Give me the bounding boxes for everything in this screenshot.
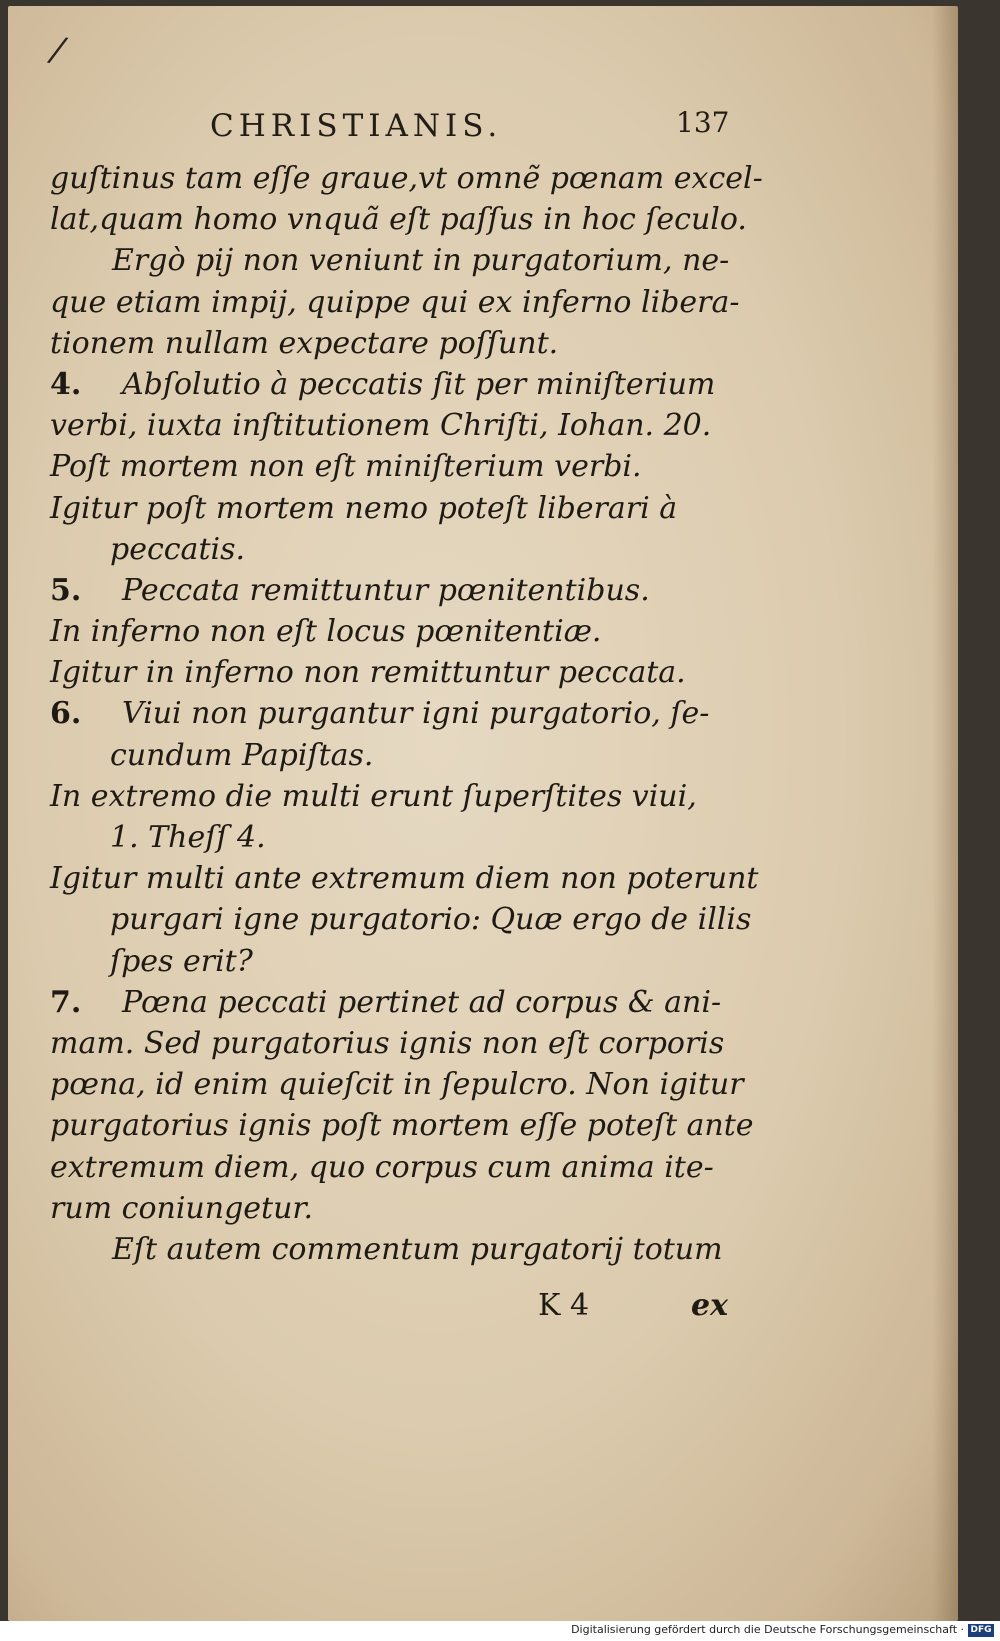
numbered-line: 5. Peccata remittuntur pœnitentibus. <box>50 570 730 611</box>
text-line: Igitur in inferno non remittuntur peccata. <box>50 655 686 691</box>
argument-number: 4. <box>50 366 82 402</box>
text-line: In inferno non eſt locus pœnitentiæ. <box>50 614 602 650</box>
text-line: Igitur poſt mortem nemo poteſt liberari à <box>50 490 678 526</box>
text-line: pœna, id enim quieſcit in ſepulcro. Non igitur <box>50 1067 744 1103</box>
signature-mark: K 4 <box>538 1288 590 1323</box>
page-number: 137 <box>676 106 730 139</box>
numbered-line: 6. Viui non purgantur igni purgatorio, ſe- <box>50 693 730 734</box>
argument-number: 6. <box>50 696 82 732</box>
credit-text: Digitalisierung gefördert durch die Deutsche Forschungsgemeinschaft · <box>571 1623 964 1636</box>
text-line: ſpes erit? <box>110 943 253 979</box>
text-line: extremum diem, quo corpus cum anima ite- <box>50 1149 714 1185</box>
text-line: mam. Sed purgatorius ignis non eſt corporis <box>50 1025 725 1061</box>
text-line: tionem nullam expectare poſſunt. <box>50 325 559 361</box>
numbered-line: 4. Abſolutio à peccatis ſit per miniſterium <box>50 364 730 405</box>
text-line: cundum Papiſtas. <box>110 737 374 773</box>
digitization-credit-bar <box>0 1621 1000 1641</box>
catchword: ex <box>691 1288 728 1323</box>
text-line: Ergò pij non veniunt in purgatorium, ne- <box>112 243 730 279</box>
argument-number: 5. <box>50 572 82 608</box>
running-head: CHRISTIANIS. <box>210 108 503 144</box>
text-line: 1. Theſſ 4. <box>110 820 266 855</box>
text-line: Poſt mortem non eſt miniſterium verbi. <box>50 449 642 485</box>
text-line: peccatis. <box>110 531 246 567</box>
dfg-logo-icon: DFG <box>968 1624 994 1637</box>
text-line: purgari igne purgatorio: Quæ ergo de illis <box>110 902 752 938</box>
text-line: purgatorius ignis poſt mortem eſſe poteſt ante <box>50 1108 754 1144</box>
page-edge-shadow <box>932 6 958 1621</box>
text-line: Igitur multi ante extremum diem non poterunt <box>50 861 759 897</box>
text-line: lat,quam homo vnquã eſt paſſus in hoc ſeculo. <box>50 202 747 238</box>
argument-number: 7. <box>50 984 82 1020</box>
text-line: rum coniungetur. <box>50 1190 313 1226</box>
text-line: In extremo die multi erunt ſuperſtites viui, <box>50 778 697 814</box>
numbered-line: 7. Pœna peccati pertinet ad corpus & ani- <box>50 982 730 1023</box>
body-text <box>50 158 763 1270</box>
text-line: que etiam impij, quippe qui ex inferno libera- <box>50 284 740 320</box>
text-line: guſtinus tam eſſe graue,vt omnẽ pœnam excel- <box>50 161 763 196</box>
page-footer <box>538 1288 728 1328</box>
text-line: verbi, iuxta inſtitutionem Chriſti, Iohan. 20. <box>50 408 712 444</box>
corner-mark: / <box>48 29 67 71</box>
text-line: Eſt autem commentum purgatorij totum <box>112 1231 723 1267</box>
